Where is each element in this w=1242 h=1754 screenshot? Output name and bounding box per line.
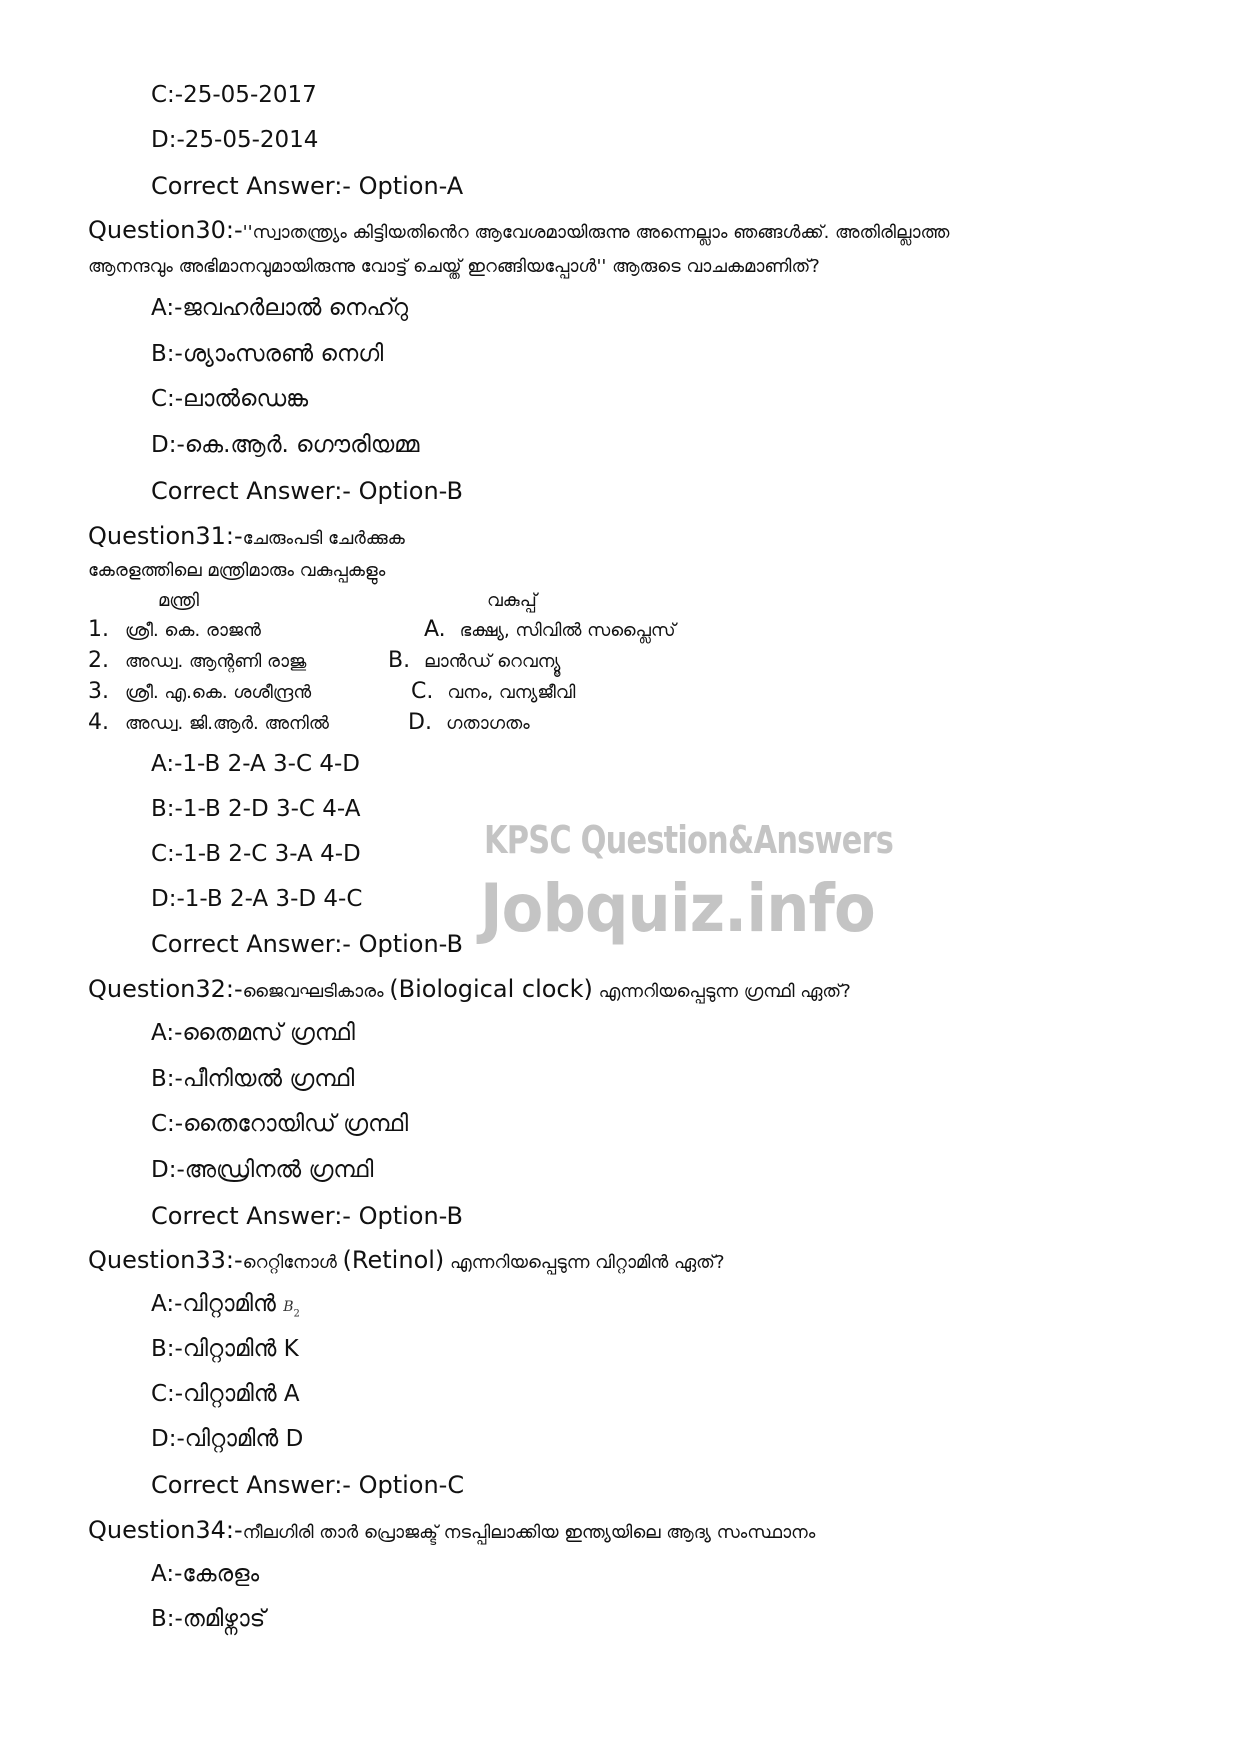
q33-heading — [88, 1246, 725, 1274]
q33-text-post: എന്നറിയപ്പെടുന്ന വിറ്റാമിൻ ഏത്? — [444, 1252, 725, 1273]
q31-col-department: വകുപ്പ് — [487, 590, 537, 611]
q31-row1-num: 1. — [88, 617, 109, 642]
q32-option-c: C:-തൈറോയിഡ് ഗ്രന്ഥി — [151, 1111, 409, 1137]
watermark-line1: KPSC Question&Answers — [484, 818, 894, 862]
q31-row2-letter: B. — [388, 648, 411, 673]
q31-row1-dept — [424, 617, 676, 642]
q32-heading — [88, 975, 851, 1003]
q31-row2-dept-text: ലാൻഡ് റെവന്യൂ — [424, 651, 561, 672]
q30-correct-answer: Correct Answer:- Option-B — [151, 477, 463, 505]
q29-option-c: C:-25-05-2017 — [151, 82, 317, 108]
q32-text-pre: ജൈവഘടികാരം — [242, 981, 390, 1002]
q30-heading — [88, 216, 949, 244]
q31-heading — [88, 522, 405, 550]
q31-row4-minister: അഡ്വ. ജി.ആർ. അനിൽ — [125, 713, 329, 734]
q31-subtitle: കേരളത്തിലെ മന്ത്രിമാരും വകുപ്പകളും — [88, 560, 386, 581]
q34-label: Question34:- — [88, 1516, 243, 1544]
q33-option-a-math: B — [283, 1299, 294, 1315]
q31-row3-num: 3. — [88, 679, 109, 704]
q31-row4-letter: D. — [408, 710, 432, 735]
q30-option-c: C:-ലാൽഡെങ്ക — [151, 386, 309, 412]
q31-row3-dept — [411, 679, 575, 704]
q31-row3-letter: C. — [411, 679, 434, 704]
q31-option-b: B:-1-B 2-D 3-C 4-A — [151, 796, 361, 822]
q34-heading — [88, 1516, 815, 1544]
q31-label: Question31:- — [88, 522, 243, 550]
q31-row2-minister: അഡ്വ. ആന്റണി രാജു — [125, 651, 307, 672]
q33-option-b: B:-വിറ്റാമിൻ K — [151, 1336, 299, 1362]
q33-option-a — [151, 1291, 300, 1320]
q34-option-a: A:-കേരളം — [151, 1561, 260, 1587]
q31-row3-dept-text: വനം, വന്യജീവി — [447, 682, 576, 703]
q30-option-b: B:-ശ്യാംസരൺ നെഗി — [151, 341, 384, 367]
q30-option-d: D:-കെ.ആർ. ഗൌരിയമ്മ — [151, 432, 420, 458]
q30-text-line2: ആനന്ദവും അഭിമാനവുമായിരുന്നു വോട്ട് ചെയ്ത് ഇറങ്ങിയപ്പോൾ'' ആരുടെ വാചകമാണിത്? — [88, 256, 820, 277]
q32-text-post: എന്നറിയപ്പെടുന്ന ഗ്രന്ഥി ഏത്? — [592, 981, 851, 1002]
q31-row2-num: 2. — [88, 648, 109, 673]
q33-option-a-prefix: A:- — [151, 1291, 183, 1317]
q31-row1-minister: ശ്രീ. കെ. രാജൻ — [125, 620, 261, 641]
q33-option-a-text: വിറ്റാമിൻ — [182, 1291, 284, 1317]
q31-row2-dept — [388, 648, 560, 673]
watermark-line2: Jobquiz.info — [480, 870, 875, 947]
q31-text: ചേരുംപടി ചേർക്കുക — [242, 528, 405, 549]
q31-row4-dept-text: ഗതാഗതം — [445, 713, 530, 734]
q30-label: Question30:- — [88, 216, 243, 244]
q33-correct-answer: Correct Answer:- Option-C — [151, 1471, 465, 1499]
q32-option-a: A:-തൈമസ് ഗ്രന്ഥി — [151, 1020, 355, 1046]
q32-option-d: D:-അഡ്രിനൽ ഗ്രന്ഥി — [151, 1157, 374, 1183]
q31-option-a: A:-1-B 2-A 3-C 4-D — [151, 751, 360, 777]
q34-option-b: B:-തമിഴ്നാട് — [151, 1606, 266, 1632]
q32-label: Question32:- — [88, 975, 243, 1003]
q33-option-d: D:-വിറ്റാമിൻ D — [151, 1426, 304, 1452]
q33-option-c: C:-വിറ്റാമിൻ A — [151, 1381, 300, 1407]
q31-col-minister: മന്ത്രി — [158, 590, 199, 611]
q30-text-line1: ''സ്വാതന്ത്ര്യം കിട്ടിയതിൻെറ ആവേശമായിരുന്നു അന്നെല്ലാം ഞങ്ങൾക്ക്. അതിരില്ലാത്ത — [242, 222, 950, 243]
q31-correct-answer: Correct Answer:- Option-B — [151, 930, 463, 958]
q31-row1-dept-text: ഭക്ഷ്യ, സിവിൽ സപ്ലൈസ് — [459, 620, 676, 641]
q32-correct-answer: Correct Answer:- Option-B — [151, 1202, 463, 1230]
q33-label: Question33:- — [88, 1246, 243, 1274]
q29-option-d: D:-25-05-2014 — [151, 127, 319, 153]
q31-row4-num: 4. — [88, 710, 109, 735]
q30-option-a: A:-ജവഹർലാൽ നെഹ്റു — [151, 295, 409, 321]
q32-text-en: (Biological clock) — [389, 975, 593, 1003]
q34-text: നീലഗിരി താർ പ്രൊജക്ട് നടപ്പിലാക്കിയ ഇന്ത്യയിലെ ആദ്യ സംസ്ഥാനം — [242, 1522, 816, 1543]
q33-option-a-sub: 2 — [293, 1308, 300, 1320]
q33-text-pre: റെറ്റിനോൾ — [242, 1252, 343, 1273]
q31-row4-dept — [408, 710, 530, 735]
q31-row1-letter: A. — [424, 617, 446, 642]
q31-option-c: C:-1-B 2-C 3-A 4-D — [151, 841, 361, 867]
q31-option-d: D:-1-B 2-A 3-D 4-C — [151, 886, 363, 912]
q29-correct-answer: Correct Answer:- Option-A — [151, 172, 464, 200]
q31-row3-minister: ശ്രീ. എ.കെ. ശശീന്ദ്രൻ — [125, 682, 312, 703]
q32-option-b: B:-പീനിയൽ ഗ്രന്ഥി — [151, 1066, 355, 1092]
q33-text-en: (Retinol) — [342, 1246, 445, 1274]
